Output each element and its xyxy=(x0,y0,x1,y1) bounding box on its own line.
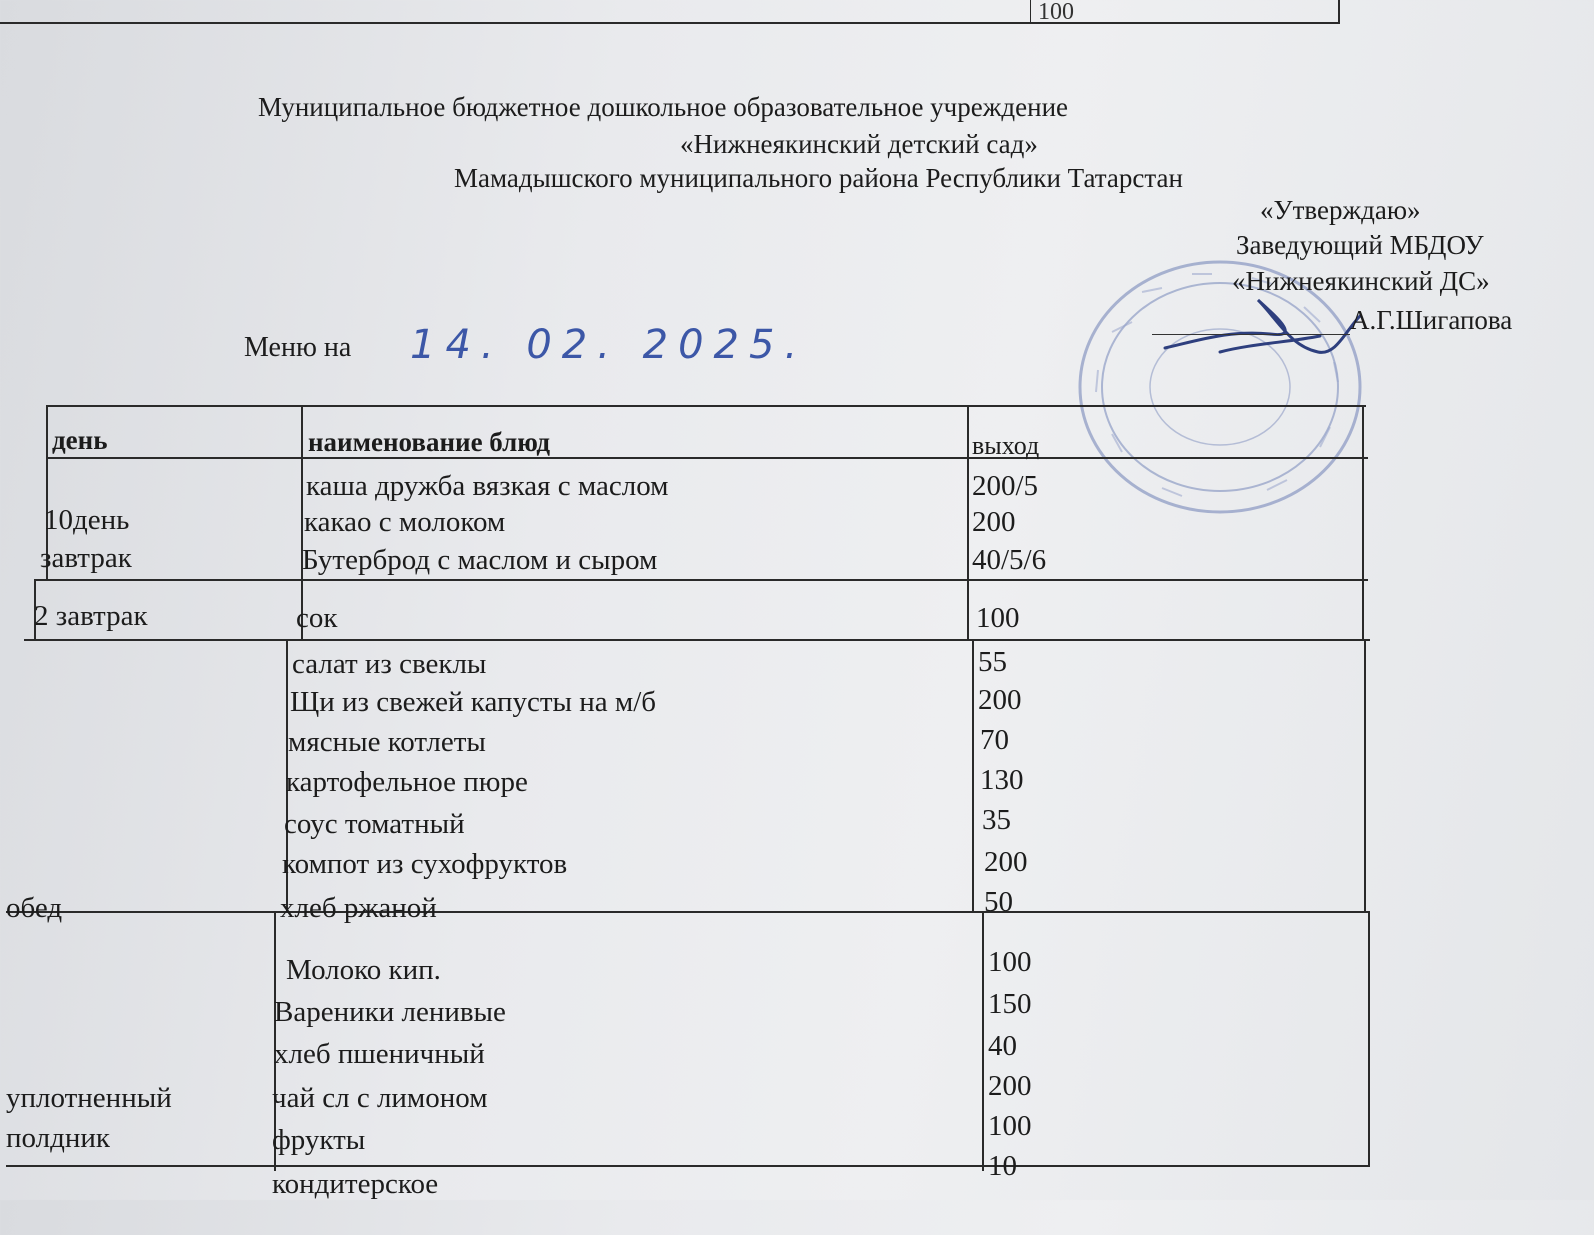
dish-output: 130 xyxy=(980,764,1024,796)
dish-name: хлеб ржаной xyxy=(280,892,437,924)
handwritten-signature xyxy=(1160,290,1380,370)
dish-output: 200 xyxy=(988,1070,1032,1102)
previous-table-value: 100 xyxy=(1038,0,1074,25)
menu-label: Меню на xyxy=(244,332,352,363)
dish-output: 200 xyxy=(972,506,1016,538)
dish-name: хлеб пшеничный xyxy=(274,1038,485,1070)
table-row-divider xyxy=(46,457,1368,459)
table-col-divider xyxy=(982,911,984,1171)
dish-output: 200 xyxy=(978,684,1022,716)
dish-name: Щи из свежей капусты на м/б xyxy=(290,686,657,718)
dish-name: мясные котлеты xyxy=(288,726,486,758)
dish-name: каша дружба вязкая с маслом xyxy=(306,470,669,502)
dish-output: 100 xyxy=(988,1110,1032,1142)
menu-table xyxy=(6,405,1388,1235)
dish-output: 40/5/6 xyxy=(972,544,1047,576)
dish-name: Вареники ленивые xyxy=(274,996,506,1028)
dish-name: какао с молоком xyxy=(304,506,506,538)
dish-output: 70 xyxy=(980,724,1009,756)
institution-name-line-3: Мамадышского муниципального района Республики Татарстан xyxy=(454,163,1183,193)
approval-position: Заведующий МБДОУ xyxy=(1236,230,1484,260)
table-divider xyxy=(1030,0,1031,22)
menu-date-handwritten: 14. 02. 2025. xyxy=(410,322,808,368)
dish-output: 100 xyxy=(976,602,1020,634)
day-label: 10день xyxy=(44,504,130,536)
dish-name: фрукты xyxy=(272,1124,366,1156)
meal-label: завтрак xyxy=(40,542,132,574)
table-border-top xyxy=(46,405,1366,407)
dish-output: 55 xyxy=(978,646,1007,678)
table-row-divider xyxy=(34,579,1368,581)
dish-name: чай сл с лимоном xyxy=(272,1082,488,1114)
dish-name: Молоко кип. xyxy=(286,954,441,986)
signature-line xyxy=(1152,334,1350,335)
dish-name: компот из сухофруктов xyxy=(282,848,568,880)
table-row-divider xyxy=(24,639,1370,641)
dish-output: 150 xyxy=(988,988,1032,1020)
table-border-bottom xyxy=(6,1165,1370,1167)
dish-output: 40 xyxy=(988,1030,1017,1062)
table-row-divider xyxy=(6,911,1368,913)
column-header-dish: наименование блюд xyxy=(308,427,551,457)
dish-output: 200/5 xyxy=(972,470,1039,502)
table-col-divider xyxy=(972,639,974,911)
table-col-divider xyxy=(967,405,969,639)
dish-name: Бутерброд с маслом и сыром xyxy=(302,544,658,576)
previous-table-fragment xyxy=(0,0,1340,24)
dish-name: салат из свеклы xyxy=(292,648,487,680)
institution-name-line-1: Муниципальное бюджетное дошкольное образовательное учреждение xyxy=(258,92,1068,122)
dish-name: соус томатный xyxy=(284,808,465,840)
dish-name: сок xyxy=(296,602,338,634)
dish-output: 200 xyxy=(984,846,1028,878)
meal-label: обед xyxy=(6,892,63,924)
meal-label: полдник xyxy=(6,1122,110,1154)
dish-name: кондитерское xyxy=(272,1168,439,1200)
dish-output: 50 xyxy=(984,886,1013,918)
approval-signatory: А.Г.Шигапова xyxy=(1350,305,1513,335)
dish-name: картофельное пюре xyxy=(286,766,528,798)
approval-institution: «Нижнеякинский ДС» xyxy=(1232,266,1490,296)
column-header-day: день xyxy=(52,425,108,455)
dish-output: 35 xyxy=(982,804,1011,836)
table-right-border xyxy=(1364,639,1366,911)
table-right-border xyxy=(1362,405,1364,639)
meal-label: 2 завтрак xyxy=(34,600,148,632)
table-right-border xyxy=(1368,911,1370,1167)
column-header-output: выход xyxy=(972,431,1040,460)
meal-label: уплотненный xyxy=(6,1082,172,1114)
approval-title: «Утверждаю» xyxy=(1260,195,1421,225)
institution-name-line-2: «Нижнеякинский детский сад» xyxy=(680,129,1038,159)
dish-output: 100 xyxy=(988,946,1032,978)
dish-output: 10 xyxy=(988,1150,1017,1182)
